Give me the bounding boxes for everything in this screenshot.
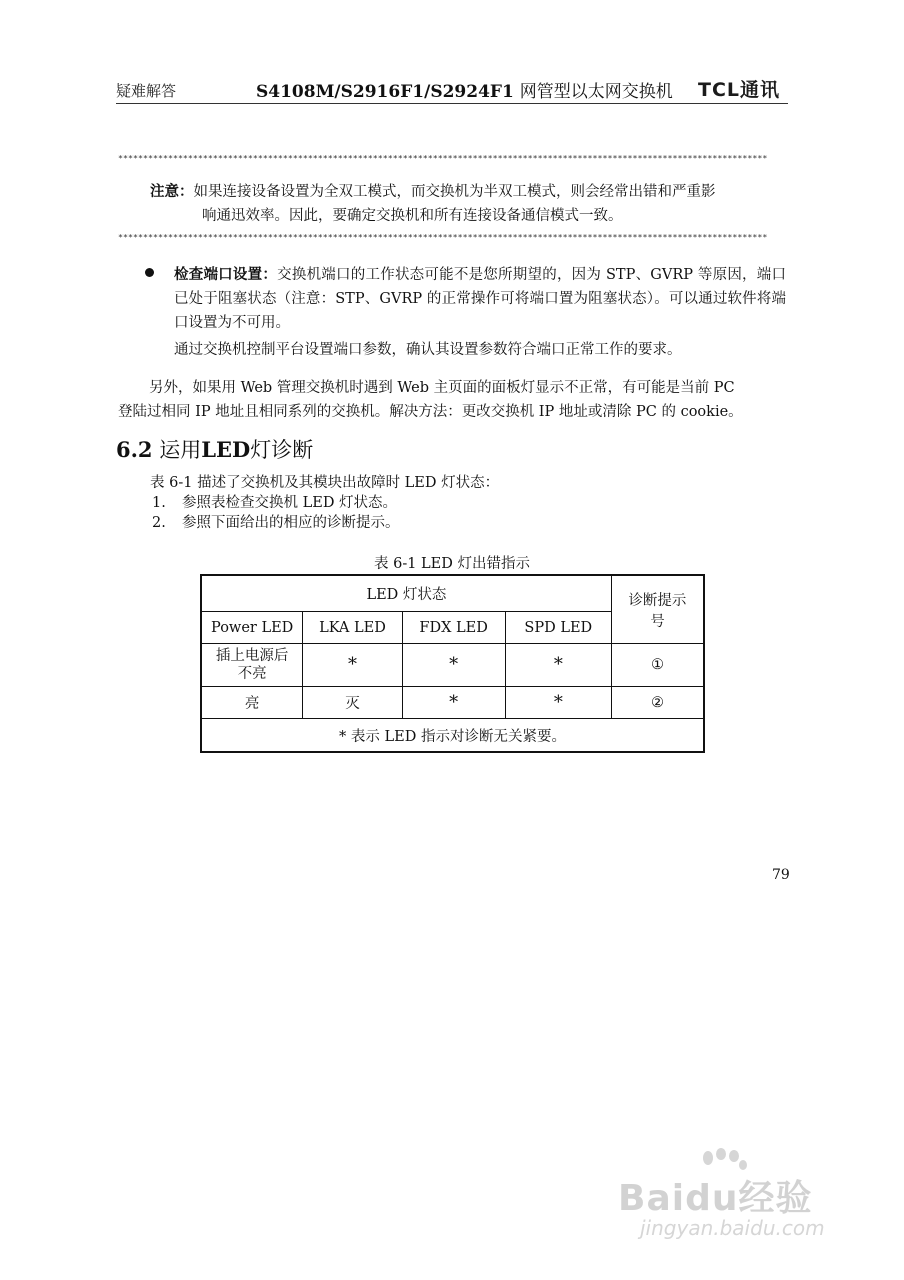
web-paragraph-line-2: 登陆过相同 IP 地址且相同系列的交换机。解决方法：更改交换机 IP 地址或清除 PC 的 cookie。 (118, 404, 743, 420)
table-group-header: LED 灯状态 (201, 575, 611, 612)
section-title-bold: LED (201, 437, 251, 462)
note-line-1: 如果连接设备设置为全双工模式，而交换机为半双工模式，则会经常出错和严重影 (193, 184, 716, 200)
header-document-title (256, 77, 673, 102)
tcl-logo: TCL通讯 (698, 79, 781, 101)
table-intro: 表 6-1 描述了交换机及其模块出故障时 LED 灯状态： (150, 475, 500, 491)
diag-header-line-1: 诊断提示 (628, 592, 687, 609)
diag-header (611, 575, 704, 644)
section-number: 6.2 (116, 437, 153, 462)
header-section-label: 疑难解答 (116, 82, 177, 100)
cell-fdx: * (402, 644, 505, 687)
table-footnote: * 表示 LED 指示对诊断无关紧要。 (201, 719, 704, 753)
table-row (201, 644, 704, 687)
column-header-lka: LKA LED (303, 612, 402, 644)
column-header-fdx: FDX LED (402, 612, 505, 644)
table-row (201, 687, 704, 719)
star-divider-bottom: ********************************************************************************************************************************** (118, 232, 768, 242)
cell-power: 亮 (201, 687, 303, 719)
cell-spd: * (505, 687, 611, 719)
star-divider-top: ********************************************************************************************************************************** (118, 153, 768, 163)
header-model: S4108M/S2916F1/S2924F1 (256, 82, 514, 102)
cell-lka: * (303, 644, 402, 687)
note-label: 注意： (150, 183, 194, 200)
note-line-2: 响通迅效率。因此，要确定交换机和所有连接设备通信模式一致。 (202, 208, 623, 224)
bullet-label: 检查端口设置： (174, 266, 278, 283)
web-paragraph (118, 376, 786, 424)
list-item-text: 参照表检查交换机 LED 灯状态。 (182, 495, 398, 511)
list-item (152, 493, 397, 513)
cell-spd: * (505, 644, 611, 687)
column-header-spd: SPD LED (505, 612, 611, 644)
cell-power-line-2: 不亮 (237, 666, 267, 682)
cell-diag: ② (611, 687, 704, 719)
section-heading (116, 434, 313, 464)
bullet-paragraph (174, 263, 786, 335)
list-item-number: 2. (152, 515, 166, 531)
cell-lka: 灭 (303, 687, 402, 719)
page-number: 79 (772, 867, 790, 883)
baidu-watermark-url: jingyan.baidu.com (640, 1216, 825, 1240)
bullet-icon (145, 268, 154, 277)
header-divider (116, 103, 788, 104)
note-block (150, 180, 790, 228)
section-title-pre: 运用 (159, 438, 202, 462)
diag-header-line-2: 号 (650, 613, 665, 630)
cell-power (201, 644, 303, 687)
list-item-text: 参照下面给出的相应的诊断提示。 (182, 515, 400, 531)
list-item (152, 513, 400, 533)
bullet-text: 交换机端口的工作状态可能不是您所期望的，因为 STP、GVRP 等原因，端口已处于阻塞状态（注意：STP、GVRP 的正常操作可将端口置为阻塞状态）。可以通过软件将端口设置为不可用。 (174, 267, 787, 331)
cell-diag: ① (611, 644, 704, 687)
header-model-suffix: 网管型以太网交换机 (519, 82, 673, 102)
cell-fdx: * (402, 687, 505, 719)
section-title-post: 灯诊断 (250, 438, 314, 462)
baidu-watermark-brand: Baidu经验 (618, 1178, 813, 1219)
table-caption: 表 6-1 LED 灯出错指示 (373, 556, 531, 572)
column-header-power: Power LED (201, 612, 303, 644)
list-item-number: 1. (152, 495, 166, 511)
bullet-followup: 通过交换机控制平台设置端口参数，确认其设置参数符合端口正常工作的要求。 (174, 342, 682, 358)
led-status-table (200, 574, 705, 753)
cell-power-line-1: 插上电源后 (215, 648, 289, 664)
web-paragraph-line-1: 另外，如果用 Web 管理交换机时遇到 Web 主页面的面板灯显示不正常，有可能是当前 PC (149, 380, 735, 396)
